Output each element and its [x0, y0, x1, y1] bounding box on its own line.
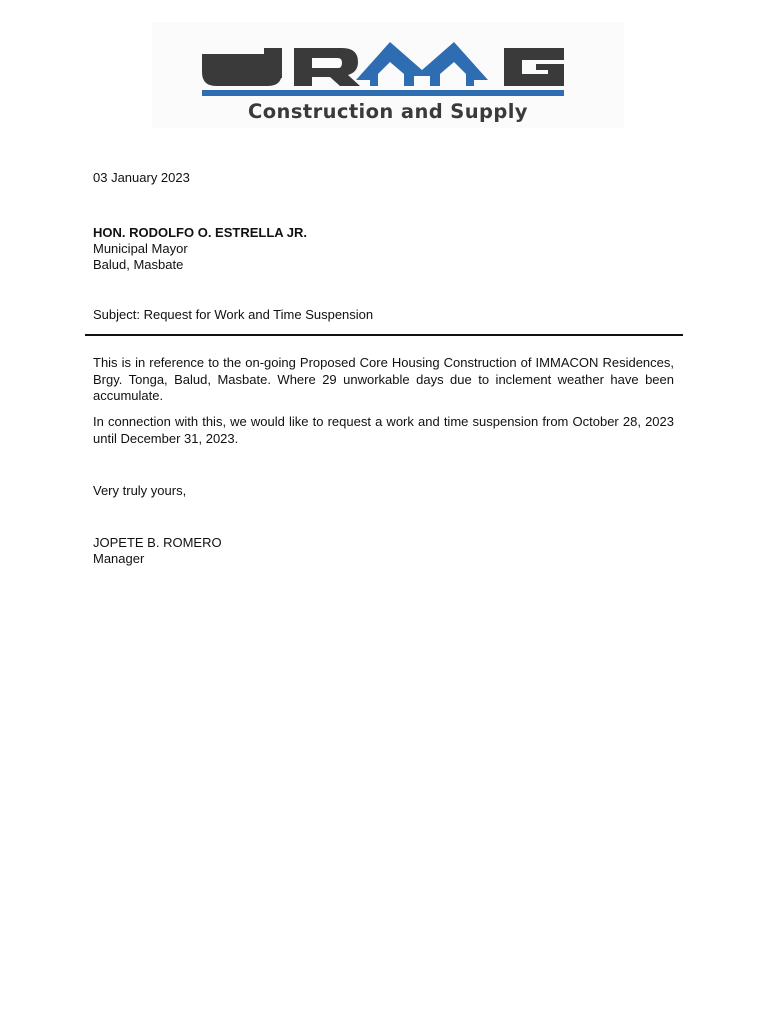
body-paragraph-1: This is in reference to the on-going Proposed Core Housing Construction of IMMACON Residences, Brgy. Tonga, Balud, Masbate. Where 29 unworkable days due to inclement weather have been accumulate.: [93, 355, 674, 403]
body-paragraph-2: In connection with this, we would like to request a work and time suspension from October 28, 2023 until December 31, 2023.: [93, 414, 674, 446]
logo-mark: [152, 22, 624, 102]
closing-line: Very truly yours,: [93, 483, 187, 498]
subject-divider: [85, 334, 683, 336]
letter-date: 03 January 2023: [93, 170, 190, 185]
recipient-title: Municipal Mayor: [93, 241, 188, 256]
logo-tagline: Construction and Supply: [248, 100, 528, 123]
recipient-address: Balud, Masbate: [93, 257, 184, 272]
company-logo: [152, 22, 624, 128]
recipient-name: HON. RODOLFO O. ESTRELLA JR.: [93, 225, 308, 240]
signatory-name: JOPETE B. ROMERO: [93, 535, 222, 550]
signatory-title: Manager: [93, 551, 145, 566]
subject-line: Subject: Request for Work and Time Suspension: [93, 307, 374, 322]
